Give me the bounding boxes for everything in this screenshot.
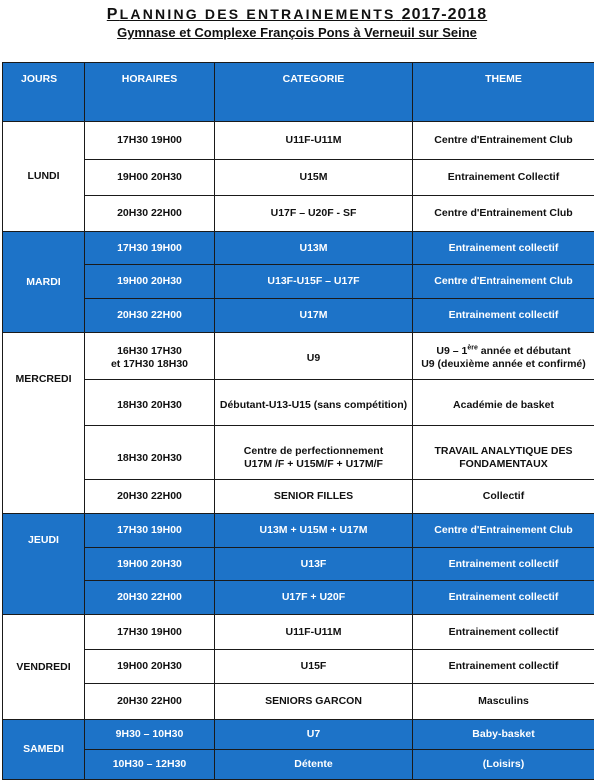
category-cell: U7 <box>215 720 413 750</box>
category-cell: Détente <box>215 750 413 780</box>
table-row <box>3 720 594 750</box>
category-cell: U11F-U11M <box>215 615 413 650</box>
theme-text: U9 – 1 <box>436 345 467 357</box>
category-cell: U17F + U20F <box>215 581 413 615</box>
theme-cell <box>413 333 594 380</box>
category-cell: U15F <box>215 650 413 684</box>
theme-line-2: U9 (deuxième année et confirmé) <box>416 358 591 371</box>
table-row <box>3 426 594 480</box>
day-vendredi: VENDREDI <box>3 615 85 720</box>
day-mercredi: MERCREDI <box>3 333 85 514</box>
table-row <box>3 299 594 333</box>
time-cell: 17H30 19H00 <box>85 232 215 265</box>
category-line-1: Centre de perfectionnement <box>218 445 409 458</box>
time-cell: 19H00 20H30 <box>85 160 215 196</box>
theme-cell: Académie de basket <box>413 380 594 426</box>
time-cell: 17H30 19H00 <box>85 514 215 548</box>
header-categorie: CATEGORIE <box>215 63 413 122</box>
theme-cell: (Loisirs) <box>413 750 594 780</box>
time-line-1: 16H30 17H30 <box>88 345 211 358</box>
table-row <box>3 615 594 650</box>
table-row <box>3 232 594 265</box>
table-row <box>3 265 594 299</box>
category-cell: SENIORS GARCON <box>215 684 413 720</box>
page-header <box>0 0 594 62</box>
table-row <box>3 122 594 160</box>
time-cell: 10H30 – 12H30 <box>85 750 215 780</box>
time-cell: 18H30 20H30 <box>85 380 215 426</box>
time-cell: 17H30 19H00 <box>85 615 215 650</box>
page-subtitle: Gymnase et Complexe François Pons à Verneuil sur Seine <box>0 25 594 40</box>
header-horaires: HORAIRES <box>85 63 215 122</box>
theme-line-1: TRAVAIL ANALYTIQUE DES <box>416 445 591 458</box>
table-row <box>3 750 594 780</box>
theme-cell: Entrainement collectif <box>413 232 594 265</box>
category-cell: U17M <box>215 299 413 333</box>
table-row <box>3 160 594 196</box>
time-cell: 9H30 – 10H30 <box>85 720 215 750</box>
table-row <box>3 548 594 581</box>
table-row <box>3 380 594 426</box>
theme-cell: Centre d'Entrainement Club <box>413 514 594 548</box>
table-header-row <box>3 63 594 122</box>
theme-line-1 <box>416 345 591 358</box>
theme-cell <box>413 426 594 480</box>
table-row <box>3 581 594 615</box>
category-cell: U15M <box>215 160 413 196</box>
theme-cell: Entrainement Collectif <box>413 160 594 196</box>
header-jours: JOURS <box>3 63 85 122</box>
theme-cell: Entrainement collectif <box>413 615 594 650</box>
theme-superscript: ère <box>467 345 478 352</box>
time-cell: 20H30 22H00 <box>85 684 215 720</box>
day-lundi: LUNDI <box>3 122 85 232</box>
category-cell: U17F – U20F - SF <box>215 196 413 232</box>
theme-cell: Baby-basket <box>413 720 594 750</box>
theme-text: année et débutant <box>478 345 571 357</box>
theme-cell: Entrainement collectif <box>413 650 594 684</box>
category-cell: Débutant-U13-U15 (sans compétition) <box>215 380 413 426</box>
title-initial: P <box>107 6 120 23</box>
time-cell: 20H30 22H00 <box>85 581 215 615</box>
header-theme: THEME <box>413 63 594 122</box>
table-row <box>3 514 594 548</box>
theme-cell: Centre d'Entrainement Club <box>413 122 594 160</box>
time-cell: 19H00 20H30 <box>85 265 215 299</box>
table-row <box>3 684 594 720</box>
time-cell: 20H30 22H00 <box>85 299 215 333</box>
category-cell <box>215 426 413 480</box>
table-row <box>3 480 594 514</box>
title-years: 2017-2018 <box>402 6 488 23</box>
theme-cell: Entrainement collectif <box>413 548 594 581</box>
planning-table <box>2 62 594 780</box>
theme-cell: Centre d'Entrainement Club <box>413 265 594 299</box>
table-row <box>3 650 594 684</box>
theme-cell: Entrainement collectif <box>413 581 594 615</box>
category-cell: U13F-U15F – U17F <box>215 265 413 299</box>
time-cell: 18H30 20H30 <box>85 426 215 480</box>
category-cell: U11F-U11M <box>215 122 413 160</box>
table-row <box>3 333 594 380</box>
theme-cell: Collectif <box>413 480 594 514</box>
category-cell: U13F <box>215 548 413 581</box>
category-cell: SENIOR FILLES <box>215 480 413 514</box>
theme-line-2: FONDAMENTAUX <box>416 458 591 471</box>
theme-cell: Entrainement collectif <box>413 299 594 333</box>
table-row <box>3 196 594 232</box>
time-cell: 20H30 22H00 <box>85 480 215 514</box>
time-cell: 20H30 22H00 <box>85 196 215 232</box>
day-jeudi: JEUDI <box>3 514 85 615</box>
time-cell: 17H30 19H00 <box>85 122 215 160</box>
time-cell: 19H00 20H30 <box>85 548 215 581</box>
category-line-2: U17M /F + U15M/F + U17M/F <box>218 458 409 471</box>
category-cell: U9 <box>215 333 413 380</box>
time-line-2: et 17H30 18H30 <box>88 358 211 371</box>
category-cell: U13M + U15M + U17M <box>215 514 413 548</box>
page-title <box>0 6 594 24</box>
time-cell <box>85 333 215 380</box>
day-samedi: SAMEDI <box>3 720 85 780</box>
day-mardi: MARDI <box>3 232 85 333</box>
theme-cell: Masculins <box>413 684 594 720</box>
category-cell: U13M <box>215 232 413 265</box>
time-cell: 19H00 20H30 <box>85 650 215 684</box>
theme-cell: Centre d'Entrainement Club <box>413 196 594 232</box>
title-text: LANNING DES ENTRAINEMENTS <box>120 6 396 22</box>
